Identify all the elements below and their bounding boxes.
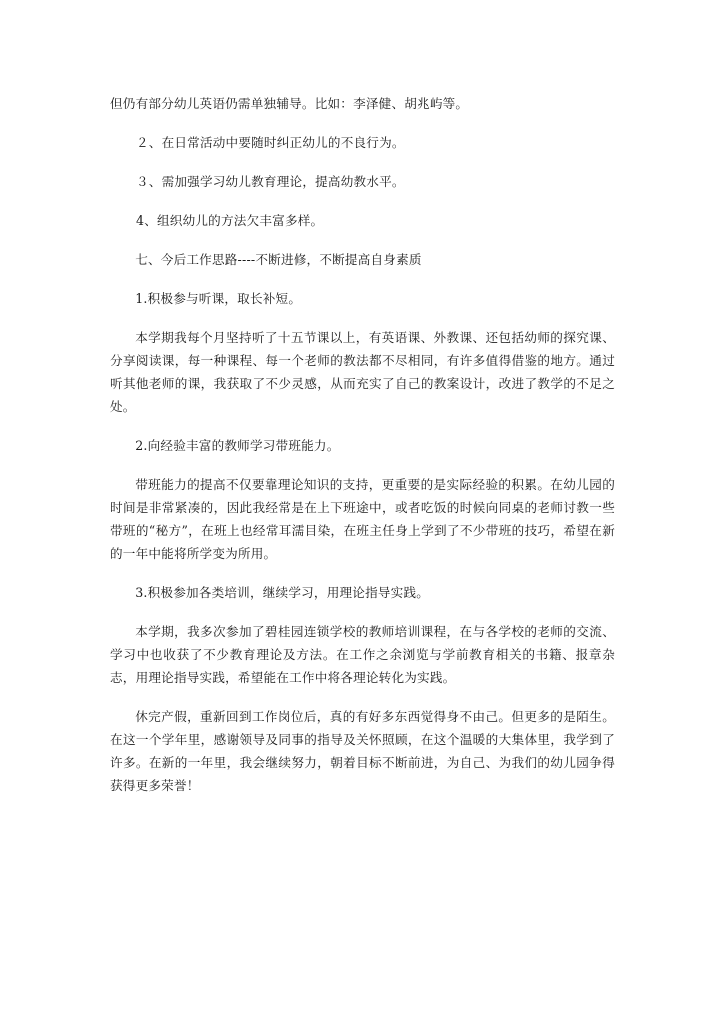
subheading-learn-class-management: 2.向经验丰富的教师学习带班能力。 (135, 438, 340, 453)
section-heading-future-plan: 七、今后工作思路----不断进修，不断提高自身素质 (135, 252, 422, 267)
paragraph-english-tutoring-note: 但仍有部分幼儿英语仍需单独辅导。比如：李泽健、胡兆屿等。 (110, 96, 469, 111)
paragraph-attend-classes: 本学期我每个月坚持听了十五节课以上，有英语课、外教课、还包括幼师的探究课、分享阅读课，每一种课程、每一个老师的教法都不尽相同，有许多值得借鉴的地方。通过听其他老师的课，我获取了不少灵感，从而充实了自己的教案设计，改进了教学的不足之处。 (110, 330, 615, 414)
document-body (110, 92, 615, 797)
subheading-attend-classes: 1.积极参与听课，取长补短。 (135, 291, 302, 306)
paragraph-training: 本学期，我多次参加了碧桂园连锁学校的教师培训课程，在与各学校的老师的交流、学习中也收获了不少教育理论及方法。在工作之余浏览与学前教育相关的书籍、报章杂志，用理论指导实践，希望能在工作中将各理论转化为实践。 (110, 624, 615, 685)
list-item-organize-methods: 4、组织幼儿的方法欠丰富多样。 (136, 213, 324, 228)
paragraph-conclusion: 休完产假，重新回到工作岗位后，真的有好多东西觉得身不由己。但更多的是陌生。在这一个学年里，感谢领导及同事的指导及关怀照顾，在这个温暖的大集体里，我学到了许多。在新的一年里，我会继续努力，朝着目标不断前进，为自己、为我们的幼儿园争得获得更多荣誉！ (110, 709, 615, 793)
subheading-training: 3.积极参加各类培训，继续学习，用理论指导实践。 (135, 585, 430, 600)
paragraph-class-management: 带班能力的提高不仅要靠理论知识的支持，更重要的是实际经验的积累。在幼儿园的时间是非常紧凑的，因此我经常是在上下班途中，或者吃饭的时候向同桌的老师讨教一些带班的“秘方”，在班上也经常耳濡目染，在班主任身上学到了不少带班的技巧，希望在新的一年中能将所学变为所用。 (110, 477, 615, 561)
list-item-study-theory: ３、需加强学习幼儿教育理论，提高幼教水平。 (136, 174, 405, 189)
list-item-correct-behavior: ２、在日常活动中要随时纠正幼儿的不良行为。 (136, 135, 405, 150)
